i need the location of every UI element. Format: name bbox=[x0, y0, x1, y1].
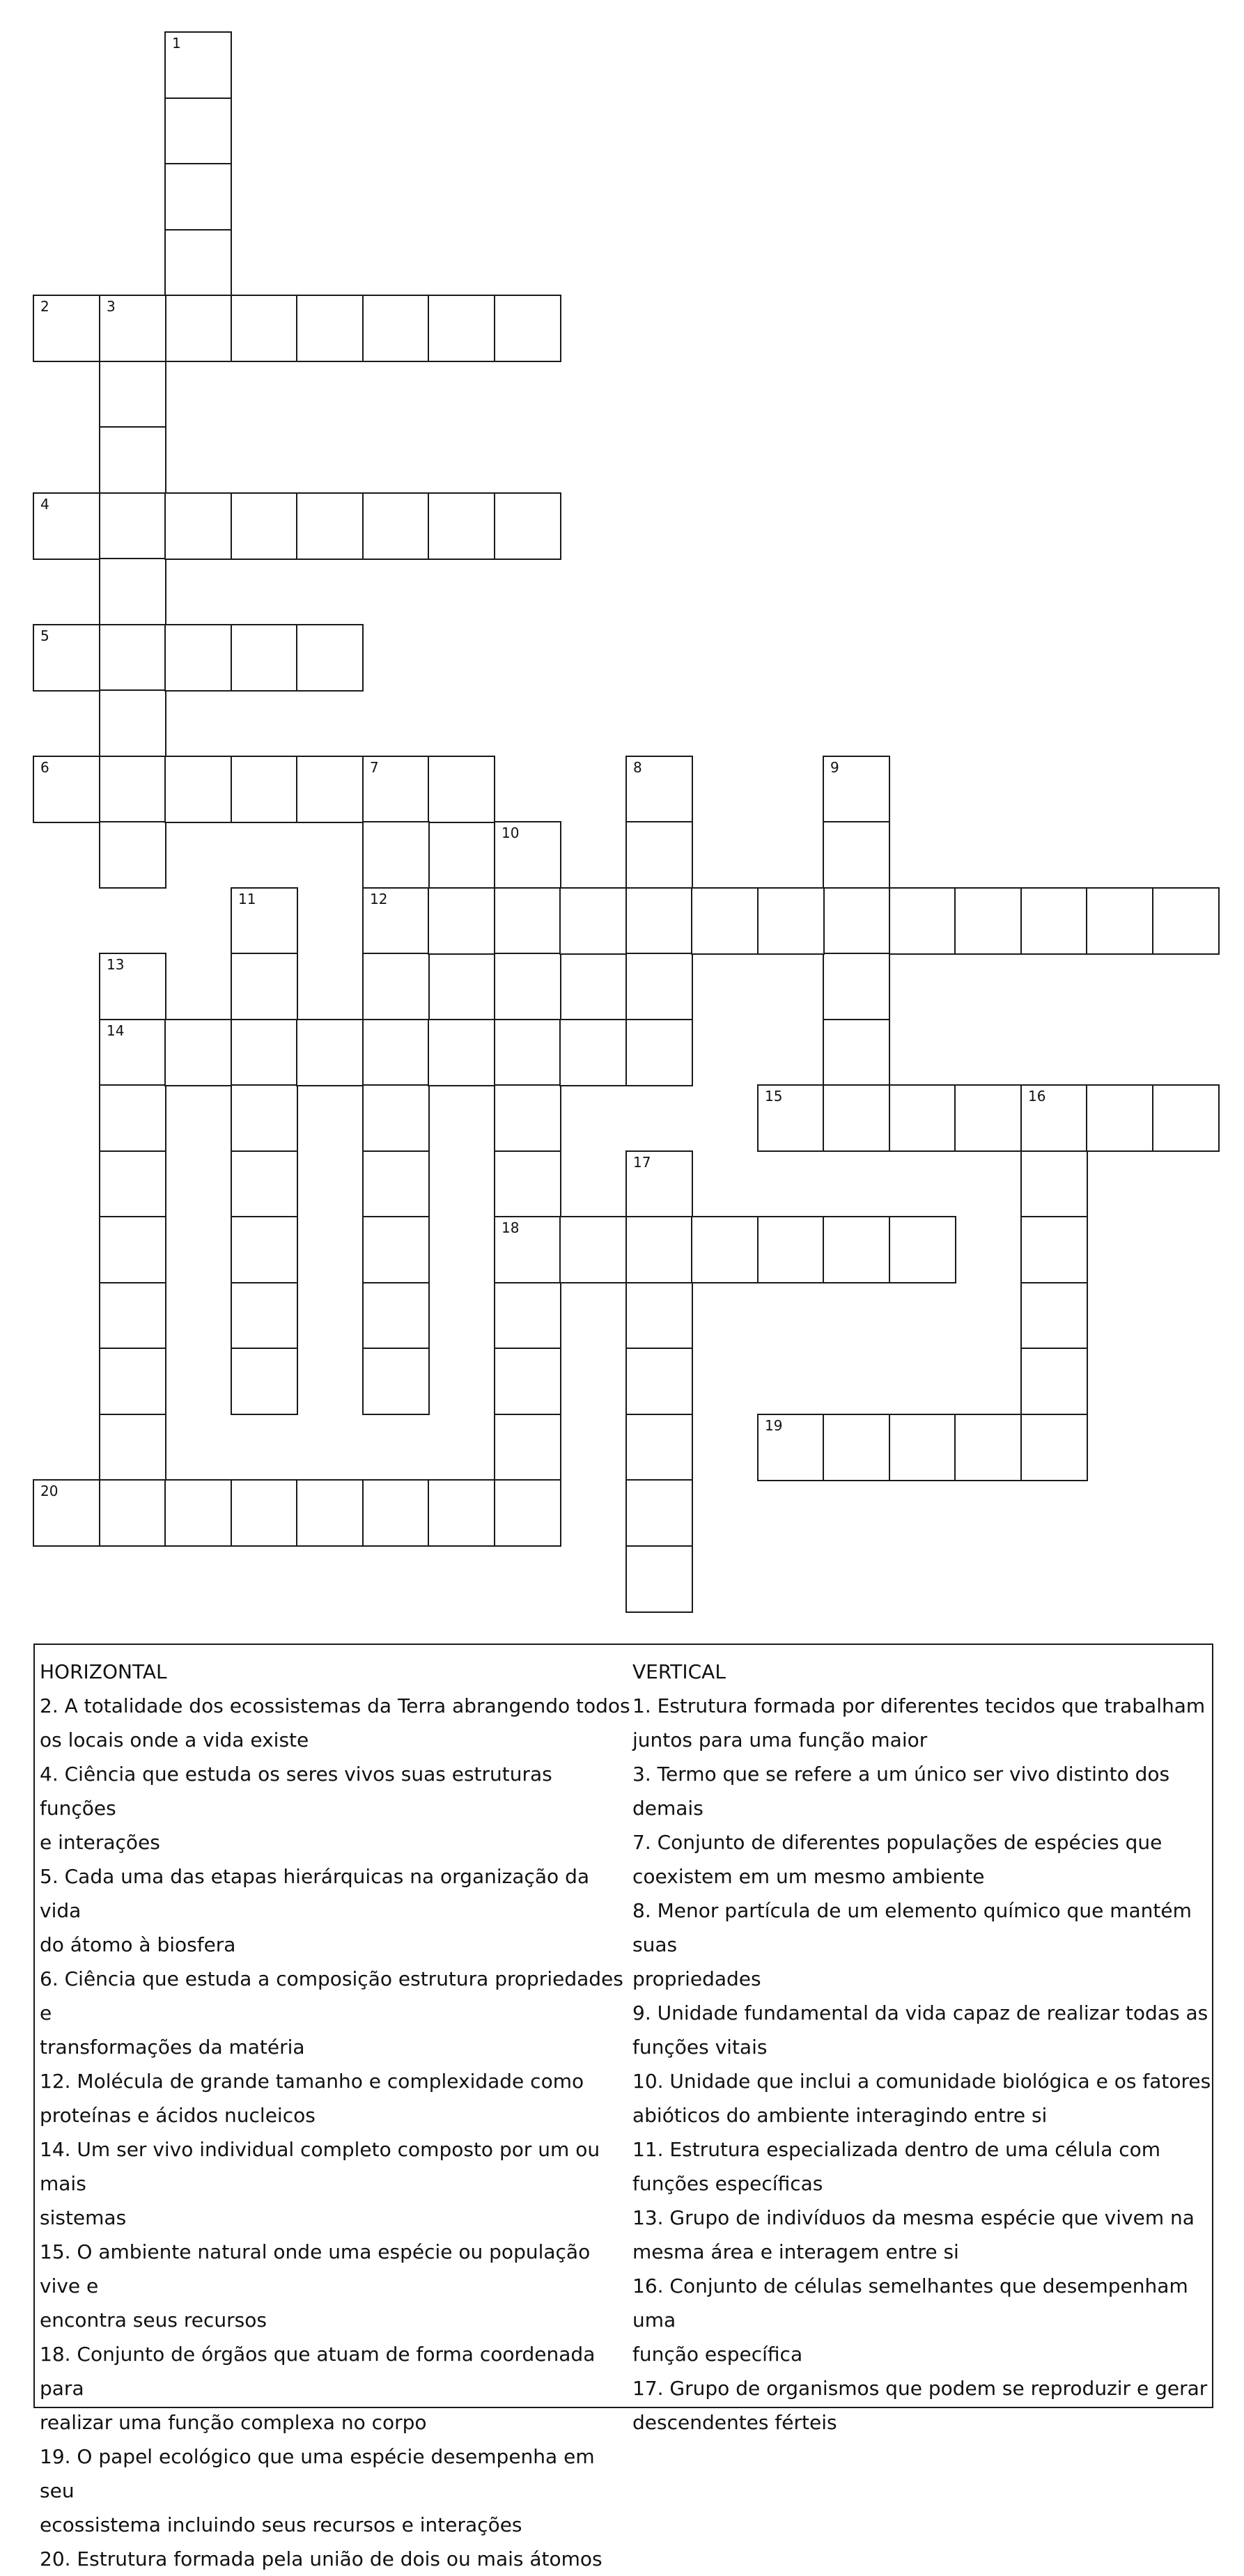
grid-cell[interactable] bbox=[362, 887, 430, 955]
down-clue-line: mesma área e interagem entre si bbox=[632, 2240, 959, 2263]
across-clue-list bbox=[40, 1689, 632, 2576]
grid-cell[interactable] bbox=[757, 1084, 825, 1152]
grid-cell[interactable] bbox=[494, 1348, 561, 1415]
across-clue-line: 12. Molécula de grande tamanho e complexidade como bbox=[40, 2070, 584, 2093]
grid-cell[interactable] bbox=[559, 887, 627, 955]
grid-cell[interactable] bbox=[164, 624, 232, 692]
grid-cell[interactable] bbox=[625, 756, 693, 823]
across-clue-line: 6. Ciência que estuda a composição estrutura propriedades e bbox=[40, 1967, 623, 2024]
grid-cell[interactable] bbox=[625, 821, 693, 889]
grid-cell[interactable] bbox=[231, 1216, 298, 1283]
grid-cell[interactable] bbox=[99, 1216, 166, 1283]
clue-number: 9 bbox=[830, 759, 839, 776]
grid-cell[interactable] bbox=[362, 756, 430, 823]
grid-cell[interactable] bbox=[428, 295, 495, 362]
grid-cell[interactable] bbox=[625, 1019, 693, 1086]
grid-cell[interactable] bbox=[99, 1414, 166, 1481]
clue-number: 8 bbox=[633, 759, 642, 776]
grid-cell[interactable] bbox=[1020, 887, 1088, 955]
grid-cell[interactable] bbox=[494, 1019, 561, 1086]
grid-cell[interactable] bbox=[99, 1348, 166, 1415]
grid-cell[interactable] bbox=[362, 953, 430, 1020]
grid-cell[interactable] bbox=[625, 887, 693, 955]
across-clue-line: e interações bbox=[40, 1831, 160, 1854]
grid-cell[interactable] bbox=[362, 1084, 430, 1152]
grid-cell[interactable] bbox=[954, 1414, 1022, 1481]
down-clue-line: 9. Unidade fundamental da vida capaz de realizar todas as bbox=[632, 2001, 1208, 2024]
clue-number: 15 bbox=[765, 1088, 783, 1104]
clue-number: 4 bbox=[40, 496, 49, 513]
grid-cell[interactable] bbox=[1086, 1084, 1153, 1152]
down-clue-line: propriedades bbox=[632, 1967, 761, 1990]
across-clue-line: 14. Um ser vivo individual completo composto por um ou mais bbox=[40, 2138, 600, 2195]
grid-cell[interactable] bbox=[494, 1084, 561, 1152]
grid-cell[interactable] bbox=[494, 1414, 561, 1481]
grid-cell[interactable] bbox=[164, 1019, 232, 1086]
across-clue-line: transformações da matéria bbox=[40, 2036, 305, 2059]
clues-box bbox=[33, 1644, 1213, 2570]
across-clue-line: 18. Conjunto de órgãos que atuam de forma coordenada para bbox=[40, 2343, 596, 2400]
grid-cell[interactable] bbox=[362, 295, 430, 362]
across-clue-line: 4. Ciência que estuda os seres vivos suas estruturas funções bbox=[40, 1763, 552, 1820]
grid-cell[interactable] bbox=[164, 163, 232, 231]
grid-cell[interactable] bbox=[296, 756, 364, 823]
across-clue-line: 20. Estrutura formada pela união de dois ou mais átomos bbox=[40, 2547, 602, 2570]
grid-cell[interactable] bbox=[231, 887, 298, 955]
grid-cell[interactable] bbox=[231, 756, 298, 823]
down-title: VERTICAL bbox=[632, 1660, 726, 1683]
grid-cell[interactable] bbox=[889, 887, 956, 955]
grid-cell[interactable] bbox=[494, 887, 561, 955]
across-clue-line: 2. A totalidade dos ecossistemas da Terra abrangendo todos bbox=[40, 1694, 630, 1717]
grid-cell[interactable] bbox=[889, 1084, 956, 1152]
clue-number: 11 bbox=[238, 891, 256, 907]
across-clue-line: sistemas bbox=[40, 2206, 127, 2229]
across-clue-line: os locais onde a vida existe bbox=[40, 1728, 309, 1751]
grid-cell[interactable] bbox=[1020, 1216, 1088, 1283]
grid-cell[interactable] bbox=[625, 1282, 693, 1350]
grid-cell[interactable] bbox=[954, 887, 1022, 955]
grid-cell[interactable] bbox=[99, 558, 166, 625]
grid-cell[interactable] bbox=[99, 1084, 166, 1152]
grid-cell[interactable] bbox=[231, 1084, 298, 1152]
grid-cell[interactable] bbox=[164, 31, 232, 99]
down-clue-line: coexistem em um mesmo ambiente bbox=[632, 1865, 985, 1888]
grid-cell[interactable] bbox=[823, 953, 890, 1020]
clue-number: 10 bbox=[502, 825, 520, 841]
grid-cell[interactable] bbox=[1152, 1084, 1220, 1152]
grid-cell[interactable] bbox=[494, 821, 561, 889]
grid-cell[interactable] bbox=[99, 492, 166, 560]
down-clue-line: função específica bbox=[632, 2343, 803, 2366]
clue-number: 5 bbox=[40, 627, 49, 644]
grid-cell[interactable] bbox=[823, 1019, 890, 1086]
clue-number: 19 bbox=[765, 1417, 783, 1434]
grid-cell[interactable] bbox=[99, 426, 166, 494]
down-clues bbox=[632, 1655, 1224, 2440]
grid-cell[interactable] bbox=[823, 1216, 890, 1283]
grid-cell[interactable] bbox=[889, 1414, 956, 1481]
down-clue-list bbox=[632, 1689, 1224, 2440]
grid-cell[interactable] bbox=[1152, 887, 1220, 955]
grid-cell[interactable] bbox=[494, 1216, 561, 1283]
grid-cell[interactable] bbox=[99, 295, 166, 362]
down-clue-line: 11. Estrutura especializada dentro de uma célula com bbox=[632, 2138, 1161, 2161]
clue-number: 17 bbox=[633, 1154, 651, 1171]
down-clue-line: juntos para uma função maior bbox=[632, 1728, 928, 1751]
grid-cell[interactable] bbox=[757, 1414, 825, 1481]
grid-cell[interactable] bbox=[362, 1479, 430, 1547]
grid-cell[interactable] bbox=[494, 492, 561, 560]
grid-cell[interactable] bbox=[99, 1019, 166, 1086]
grid-cell[interactable] bbox=[1020, 1348, 1088, 1415]
down-clue-line: 3. Termo que se refere a um único ser vivo distinto dos bbox=[632, 1763, 1170, 1786]
grid-cell[interactable] bbox=[164, 756, 232, 823]
grid-cell[interactable] bbox=[494, 953, 561, 1020]
grid-cell[interactable] bbox=[33, 756, 100, 823]
grid-cell[interactable] bbox=[99, 821, 166, 889]
grid-cell[interactable] bbox=[954, 1084, 1022, 1152]
down-clue-line: demais bbox=[632, 1797, 703, 1820]
grid-cell[interactable] bbox=[428, 1019, 495, 1086]
grid-cell[interactable] bbox=[33, 295, 100, 362]
grid-cell[interactable] bbox=[296, 492, 364, 560]
grid-cell[interactable] bbox=[823, 887, 890, 955]
grid-cell[interactable] bbox=[164, 97, 232, 165]
grid-cell[interactable] bbox=[99, 756, 166, 823]
grid-cell[interactable] bbox=[823, 756, 890, 823]
across-title: HORIZONTAL bbox=[40, 1660, 167, 1683]
grid-cell[interactable] bbox=[428, 1479, 495, 1547]
grid-cell[interactable] bbox=[164, 1479, 232, 1547]
grid-cell[interactable] bbox=[33, 492, 100, 560]
grid-cell[interactable] bbox=[1086, 887, 1153, 955]
clue-number: 1 bbox=[172, 35, 181, 52]
grid-cell[interactable] bbox=[1020, 1150, 1088, 1218]
grid-cell[interactable] bbox=[1020, 1282, 1088, 1350]
grid-cell[interactable] bbox=[296, 624, 364, 692]
down-clue-line: funções específicas bbox=[632, 2172, 823, 2195]
grid-cell[interactable] bbox=[362, 1216, 430, 1283]
grid-cell[interactable] bbox=[99, 1282, 166, 1350]
grid-cell[interactable] bbox=[362, 1019, 430, 1086]
across-clue-line: 19. O papel ecológico que uma espécie desempenha em seu bbox=[40, 2445, 595, 2502]
grid-cell[interactable] bbox=[625, 953, 693, 1020]
grid-cell[interactable] bbox=[494, 1150, 561, 1218]
grid-cell[interactable] bbox=[625, 1479, 693, 1547]
down-clue-line: abióticos do ambiente interagindo entre si bbox=[632, 2104, 1048, 2127]
grid-cell[interactable] bbox=[625, 1216, 693, 1283]
grid-cell[interactable] bbox=[99, 953, 166, 1020]
grid-cell[interactable] bbox=[1020, 1414, 1088, 1481]
grid-cell[interactable] bbox=[428, 887, 495, 955]
grid-cell[interactable] bbox=[99, 361, 166, 428]
down-clue-line: 13. Grupo de indivíduos da mesma espécie que vivem na bbox=[632, 2206, 1195, 2229]
grid-cell[interactable] bbox=[231, 295, 298, 362]
down-clue-line: descendentes férteis bbox=[632, 2411, 837, 2434]
grid-cell[interactable] bbox=[494, 1479, 561, 1547]
grid-cell[interactable] bbox=[164, 229, 232, 297]
grid-cell[interactable] bbox=[362, 821, 430, 889]
across-clue-line: 5. Cada uma das etapas hierárquicas na organização da vida bbox=[40, 1865, 590, 1922]
grid-cell[interactable] bbox=[691, 887, 759, 955]
across-clue-line: 15. O ambiente natural onde uma espécie ou população vive e bbox=[40, 2240, 591, 2297]
across-clue-line: realizar uma função complexa no corpo bbox=[40, 2411, 427, 2434]
grid-cell[interactable] bbox=[625, 1545, 693, 1613]
grid-cell[interactable] bbox=[625, 1348, 693, 1415]
down-clue-line: 7. Conjunto de diferentes populações de espécies que bbox=[632, 1831, 1163, 1854]
grid-cell[interactable] bbox=[889, 1216, 956, 1283]
across-clues bbox=[40, 1655, 632, 2576]
clue-number: 20 bbox=[40, 1483, 59, 1499]
grid-cell[interactable] bbox=[99, 624, 166, 692]
clue-number: 2 bbox=[40, 298, 49, 315]
clue-number: 7 bbox=[370, 759, 379, 776]
grid-cell[interactable] bbox=[164, 492, 232, 560]
grid-cell[interactable] bbox=[362, 1150, 430, 1218]
grid-cell[interactable] bbox=[494, 295, 561, 362]
grid-cell[interactable] bbox=[823, 1084, 890, 1152]
clue-number: 12 bbox=[370, 891, 388, 907]
grid-cell[interactable] bbox=[428, 756, 495, 823]
down-clue-line: 16. Conjunto de células semelhantes que desempenham uma bbox=[632, 2274, 1188, 2332]
grid-cell[interactable] bbox=[494, 1282, 561, 1350]
grid-cell[interactable] bbox=[362, 492, 430, 560]
grid-cell[interactable] bbox=[231, 1348, 298, 1415]
clue-number: 16 bbox=[1028, 1088, 1046, 1104]
across-clue-line: encontra seus recursos bbox=[40, 2309, 267, 2332]
grid-cell[interactable] bbox=[362, 1348, 430, 1415]
grid-cell[interactable] bbox=[231, 1019, 298, 1086]
across-clue-line: proteínas e ácidos nucleicos bbox=[40, 2104, 316, 2127]
grid-cell[interactable] bbox=[362, 1282, 430, 1350]
grid-cell[interactable] bbox=[559, 1216, 627, 1283]
grid-cell[interactable] bbox=[33, 1479, 100, 1547]
grid-cell[interactable] bbox=[231, 624, 298, 692]
grid-cell[interactable] bbox=[231, 953, 298, 1020]
grid-cell[interactable] bbox=[1020, 1084, 1088, 1152]
grid-cell[interactable] bbox=[164, 295, 232, 362]
grid-cell[interactable] bbox=[296, 1019, 364, 1086]
grid-cell[interactable] bbox=[296, 295, 364, 362]
grid-cell[interactable] bbox=[757, 1216, 825, 1283]
clue-number: 6 bbox=[40, 759, 49, 776]
clue-number: 14 bbox=[107, 1022, 125, 1039]
down-clue-line: 8. Menor partícula de um elemento químico que mantém suas bbox=[632, 1899, 1192, 1956]
across-clue-line: ecossistema incluindo seus recursos e interações bbox=[40, 2513, 522, 2536]
grid-cell[interactable] bbox=[99, 689, 166, 757]
grid-cell[interactable] bbox=[691, 1216, 759, 1283]
grid-cell[interactable] bbox=[33, 624, 100, 692]
down-clue-line: 17. Grupo de organismos que podem se reproduzir e gerar bbox=[632, 2377, 1208, 2400]
grid-cell[interactable] bbox=[428, 492, 495, 560]
clue-number: 3 bbox=[107, 298, 116, 315]
grid-cell[interactable] bbox=[625, 1150, 693, 1218]
grid-cell[interactable] bbox=[296, 1479, 364, 1547]
down-clue-line: 10. Unidade que inclui a comunidade biológica e os fatores bbox=[632, 2070, 1211, 2093]
grid-cell[interactable] bbox=[231, 1479, 298, 1547]
grid-cell[interactable] bbox=[823, 1414, 890, 1481]
grid-cell[interactable] bbox=[559, 1019, 627, 1086]
grid-cell[interactable] bbox=[757, 887, 825, 955]
down-clue-line: 1. Estrutura formada por diferentes tecidos que trabalham bbox=[632, 1694, 1206, 1717]
down-clue-line: funções vitais bbox=[632, 2036, 768, 2059]
grid-cell[interactable] bbox=[231, 492, 298, 560]
grid-cell[interactable] bbox=[625, 1414, 693, 1481]
grid-cell[interactable] bbox=[231, 1282, 298, 1350]
across-clue-line: do átomo à biosfera bbox=[40, 1933, 236, 1956]
grid-cell[interactable] bbox=[99, 1150, 166, 1218]
clue-number: 18 bbox=[502, 1219, 520, 1236]
grid-cell[interactable] bbox=[823, 821, 890, 889]
grid-cell[interactable] bbox=[99, 1479, 166, 1547]
grid-cell[interactable] bbox=[231, 1150, 298, 1218]
clue-number: 13 bbox=[107, 956, 125, 973]
